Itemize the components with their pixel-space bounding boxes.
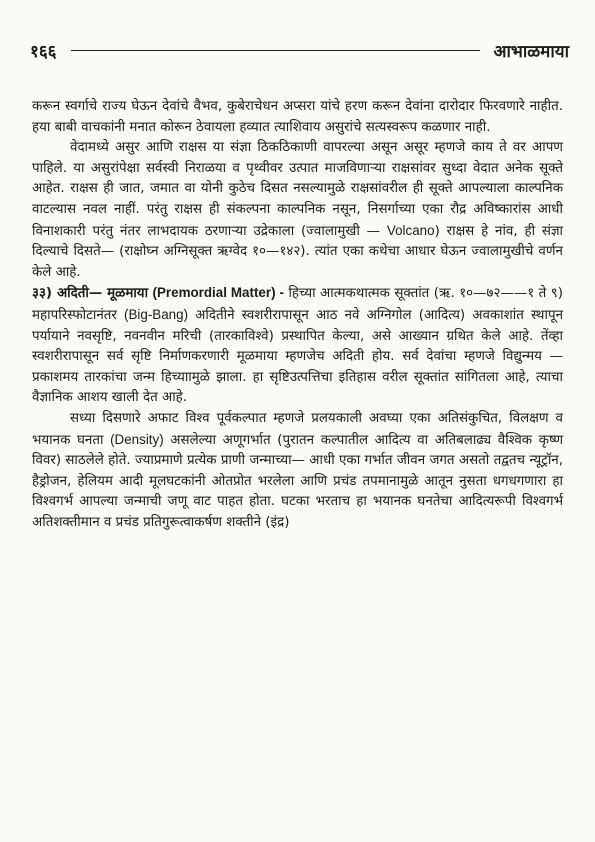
section-text-a: हिच्या आत्मकथात्मक सूक्तांत (ऋ. १०—७२——१ ते ९) महापरिस्फोटानंतर: [32, 286, 563, 323]
paragraph-2-text-a: वेदामध्ये असुर आणि राक्षस या संज्ञा ठिकठिकाणी वापरल्या असून असूर म्हणजे काय ते वर आपण पाहिले. या असुरांपेक्षा सर्वस्वी निराळया व पृथ्वीवर उत्पात माजविणाऱ्या राक्षसांवर सुध्दा वेदात अनेक सूक्ते आहेत. राक्षस ही जात, जमात वा योनी कुठेच दिसत नसल्यामुळे राक्षसांवरील ही सूक्ते आपल्याला काल्पनिक वाटल्यास नवल नाहीं. परंतु राक्षस ही संकल्पना काल्पनिक नसून, निसर्गाच्या एका रौद्र अविष्कारांस आधी विनाशकारी परंतु नंतर लाभदायक ठरणाऱ्या उद्रेकाला (ज्वालामुखी —: [32, 140, 563, 239]
section-33-paragraph: [32, 283, 563, 409]
section-heading: ३३) अदिती— मूळमाया: [32, 286, 149, 302]
page-number: १६६: [30, 41, 57, 62]
page-body: [32, 97, 563, 533]
paragraph-1: करून स्वर्गाचे राज्य घेऊन देवांचे वैभव, कुबेराचेधन अप्सरा यांचे हरण करून देवांना दारोदार फिरवणारे नाहीत. हया बाबी वाचकांनी मनात कोरून ठेवायला हव्यात त्याशिवाय असुरांचे सत्यस्वरूप कळणार नाही.: [32, 99, 563, 135]
section-text-b: अदितीने स्वशरीरापासून आठ नवे अग्निगोल (आदित्य) अवकाशांत स्थापून पर्यायाने नवसृष्टि, नवनवीन मरिची (तारकाविश्वे) प्रस्थापित केल्या, असे आख्यान ग्रथित केले आहे. तेंव्हा स्वशरीरापासून सर्व सृष्टि निर्माणकरणारी मूळमाया म्हणजेच अदिती होय. सर्व देवांचा म्हणजे विद्युन्मय — प्रकाशमय तारकांचा जन्म हिच्याामुळे झाला. हा सृष्टिउत्पत्तिचा इतिहास वरील सूक्तांत सांगितला आहे, त्याचा वैज्ञानिक आशय खाली देत आहे.: [32, 307, 563, 406]
paragraph-2-english-term: Volcano: [386, 222, 435, 238]
paragraph-4-text-a: सध्या दिसणारे अफाट विश्व पूर्वकल्पात म्हणजे प्रलयकाली अवघ्या एका अतिसंकुचित, विलक्षण व भयानक घनता: [32, 410, 563, 448]
paragraph-2-text-b: ) राक्षस हे नांव, ही संज्ञा दिल्याचे दिसते— (राक्षोघ्न अग्निसूक्त ऋग्वेद १०—१४२). त्यांत एका कथेचा आधार घेऊन ज्वालामुखीचे वर्णन केले आहे.: [32, 223, 563, 280]
paragraph-4-text-b: असलेल्या अणूगर्भात (पुरातन कल्पातील आदित्य वा अतिबलाढ्य वैश्विक कृष्ण विवर) साठलेले होते. ज्याप्रमाणे प्रत्येक प्राणी जन्माच्या— आधी एका गर्भात जीवन जगत असतो तद्वतच न्यूट्रॉन, हैड्रोजन, हेलियम आदी मूलघटकांनी ओतप्रोत भरलेला आणि प्रचंड तपमानामुळे आतून नुसता धगधगणारा हा विश्वगर्भ आपल्या जन्माची जणू वाट पाहत होता. घटका भरताच हा भयानक घनतेचा आदित्यरूपी विश्वगर्भ अतिशक्तीमान व प्रचंड प्रतिगुरूत्वाकर्षण शक्तीने (इंद्र): [32, 432, 564, 530]
section-heading-english: (Premordial Matter) -: [152, 285, 284, 301]
running-title: आभाळमाया: [493, 41, 569, 62]
paragraph-2: [32, 138, 563, 283]
paragraph-4-english-term: (Density): [110, 431, 164, 447]
paragraph-4: [32, 409, 563, 534]
page-header: [30, 38, 569, 62]
section-english-term: (Big-Bang): [124, 306, 189, 322]
header-rule: [71, 50, 480, 51]
